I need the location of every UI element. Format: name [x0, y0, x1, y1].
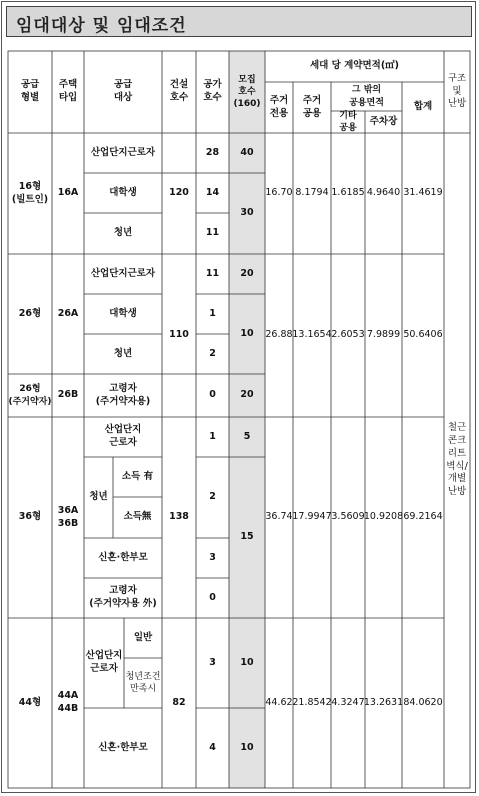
total-26: 50.6406 [403, 329, 443, 341]
recruit-26-worker: 20 [240, 267, 254, 279]
common-16: 8.1794 [295, 187, 329, 199]
header-other-group: 그 밖의 공용면적 [349, 85, 384, 108]
header-total: 합계 [413, 101, 433, 113]
built-44: 82 [172, 696, 186, 708]
other-36: 3.5609 [331, 511, 365, 523]
common-44: 21.8542 [292, 696, 332, 708]
target-26b-elderly: 고령자 (주거약자용) [95, 382, 151, 407]
target-36-worker: 산업단지 근로자 [104, 424, 142, 448]
target-26-youth: 청년 [113, 347, 133, 359]
vacant-44-worker: 3 [209, 656, 216, 668]
recruit-16-worker: 40 [240, 146, 254, 158]
vacant-26-youth: 2 [209, 347, 216, 359]
total-36: 69.2164 [403, 511, 443, 523]
type-26-house: 26A [57, 307, 79, 319]
target-16-student: 대학생 [109, 186, 137, 198]
other-44: 4.3247 [331, 696, 365, 708]
parking-44: 13.2631 [363, 696, 404, 708]
target-16-youth: 청년 [113, 227, 133, 239]
vacant-44-newlywed: 4 [209, 741, 216, 753]
target-44-general: 일반 [133, 631, 153, 643]
recruit-36-worker: 5 [243, 430, 251, 442]
type-26b-house: 26B [57, 389, 79, 401]
vacant-36-elderly: 0 [209, 591, 216, 603]
vacant-16-youth: 11 [205, 227, 220, 239]
target-36-newlywed: 신혼·한부모 [98, 551, 148, 563]
recruit-44-worker: 10 [240, 656, 254, 668]
target-26-worker: 산업단지근로자 [90, 267, 156, 279]
type-44-name: 44형 [18, 696, 42, 708]
target-36-income-yes: 소득 有 [121, 470, 154, 482]
header-target: 공급 대상 [113, 79, 133, 103]
target-44-worker: 산업단지 근로자 [85, 650, 123, 674]
common-26: 13.1654 [292, 329, 332, 341]
target-36-income-no: 소득無 [123, 511, 152, 523]
built-36: 138 [169, 511, 189, 523]
vacant-36-worker: 1 [209, 430, 216, 442]
parking-26: 7.9899 [366, 329, 401, 341]
recruit-26b-elderly: 20 [240, 389, 254, 401]
type-16-house: 16A [57, 187, 79, 199]
type-44-house: 44A 44B [57, 690, 79, 714]
parking-36: 10.9208 [363, 511, 404, 523]
type-26b-name: 26형 (주거약자) [8, 384, 52, 407]
target-36-youth: 청년 [89, 491, 108, 503]
vacant-26-student: 1 [209, 307, 216, 319]
target-44-youth-cond: 청년조건 만족시 [125, 671, 161, 694]
header-area-group: 세대 당 계약면적(㎡) [309, 60, 400, 72]
exclusive-36: 36.74 [265, 511, 293, 523]
total-16: 31.4619 [403, 187, 443, 199]
parking-16: 4.9640 [366, 187, 401, 199]
vacant-26-worker: 11 [205, 267, 220, 279]
recruit-36-rest: 15 [240, 531, 254, 543]
type-26-name: 26형 [18, 307, 42, 319]
target-16-worker: 산업단지근로자 [90, 146, 156, 158]
other-26: 2.6053 [331, 329, 365, 341]
target-26-student: 대학생 [109, 307, 137, 319]
exclusive-16: 16.70 [265, 187, 293, 199]
page-title: 임대대상 및 임대조건 [16, 16, 187, 36]
common-36: 17.9947 [292, 511, 332, 523]
header-built: 건설 호수 [169, 79, 189, 103]
built-26: 110 [169, 329, 189, 341]
type-36-name: 36형 [18, 511, 42, 523]
recruit-26-student-youth: 10 [240, 327, 254, 339]
header-other-common: 기타 공용 [339, 110, 357, 133]
type-16-name: 16형 (빌트인) [11, 180, 49, 205]
built-16: 120 [169, 187, 189, 199]
target-36-elderly: 고령자 (주거약자용 外) [89, 585, 157, 609]
other-16: 1.6185 [331, 187, 365, 199]
recruit-16-student-youth: 30 [240, 207, 254, 219]
recruit-44-newlywed: 10 [240, 741, 254, 753]
vacant-36-youth: 2 [209, 491, 216, 503]
exclusive-26: 26.88 [265, 329, 293, 341]
target-44-newlywed: 신혼·한부모 [98, 741, 148, 753]
exclusive-44: 44.62 [265, 696, 293, 708]
header-recruit: 모집 호수 (160) [233, 74, 261, 110]
total-44: 84.0620 [403, 696, 443, 708]
vacant-26b-elderly: 0 [209, 389, 216, 401]
header-exclusive: 주거 전용 [269, 94, 289, 119]
vacant-36-newlywed: 3 [209, 551, 216, 563]
header-vacant: 공가 호수 [203, 79, 222, 103]
header-house-type: 주택 타입 [58, 79, 78, 103]
type-36-house: 36A 36B [57, 504, 79, 529]
vacant-16-worker: 28 [205, 146, 220, 158]
structure-value: 철근 콘크 리트 벽식/ 개별 난방 [446, 422, 468, 498]
header-parking: 주차장 [369, 115, 398, 127]
header-common: 주거 공용 [302, 94, 322, 119]
header-structure: 구조 및 난방 [447, 72, 467, 110]
header-supply-type: 공급 형별 [20, 79, 40, 103]
vacant-16-student: 14 [205, 186, 220, 198]
